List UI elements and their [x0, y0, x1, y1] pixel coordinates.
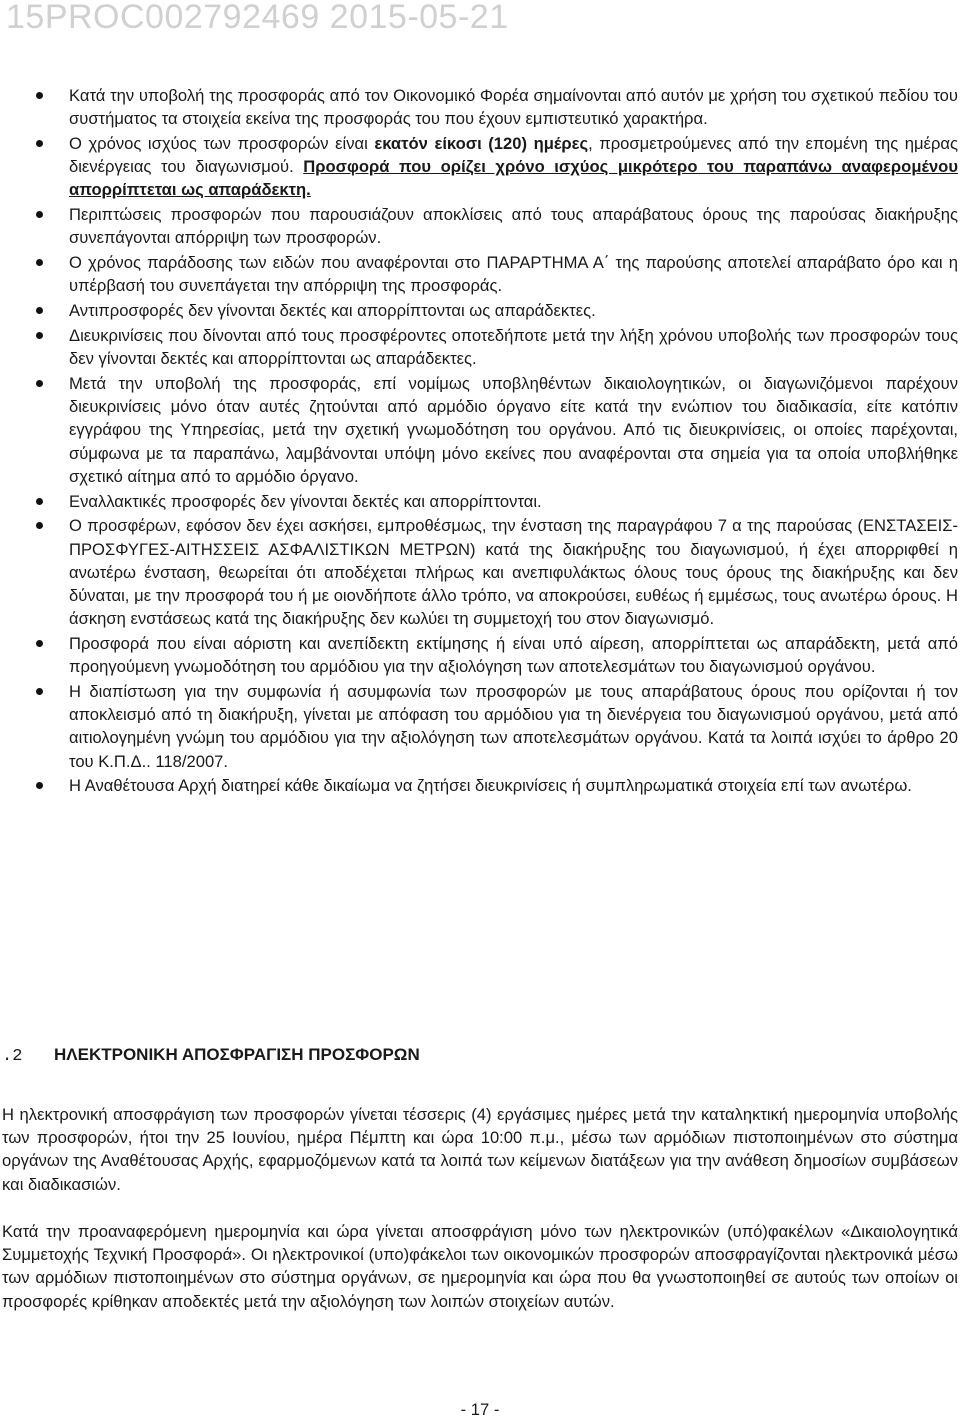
bullet-item [0, 372, 960, 488]
bullet-item [0, 324, 960, 370]
bullet-item [0, 299, 960, 322]
bullet-item [0, 84, 960, 130]
section-heading [0, 1045, 420, 1066]
bullet-text: Αντιπροσφορές δεν γίνονται δεκτές και απορρίπτονται ως απαράδεκτες. [69, 301, 596, 321]
bullet-item [0, 774, 960, 797]
bullet-text: Περιπτώσεις προσφορών που παρουσιάζουν αποκλίσεις από τους απαράβατους όρους της παρούσας διακήρυξης συνεπάγονται απόρριψη των προσφορών. [69, 205, 958, 248]
bold-text: εκατόν είκοσι (120) ημέρες [374, 134, 589, 153]
opening-paragraph-1: Η ηλεκτρονική αποσφράγιση των προσφορών γίνεται τέσσερις (4) εργάσιμες ημέρες μετά την καταληκτική ημερομηνία υποβολής των προσφορών, ήτοι την 25 Ιουνίου, ημέρα Πέμπτη και ώρα 10:00 π.μ., μέσω των αρμόδιων πιστοποιημένων στο σύστημα οργάνων της Αναθέτουσας Αρχής, εφαρμοζόμενων κατά τα λοιπά των κείμενων διατάξεων για την ανάθεση δημοσίων συμβάσεων και διαδικασιών. [2, 1105, 958, 1194]
bullet-text: Ο χρόνος παράδοσης των ειδών που αναφέρονται στο ΠΑΡΑΡΤΗΜΑ Α΄ της παρούσης αποτελεί απαράβατο όρο και η υπέρβασή του συνεπάγεται την απόρριψη της προσφοράς. [69, 253, 958, 296]
bullet-item [0, 203, 960, 249]
bullet-text: , προσμετρούμενες από την επομένη της ημέρας διενέργειας του διαγωνισμού. [69, 134, 958, 177]
bullet-text: Ο προσφέρων, εφόσον δεν έχει ασκήσει, εμπροθέσμως, την ένσταση της παραγράφου 7 α της παρούσας (ΕΝΣΤΑΣΕΙΣ-ΠΡΟΣΦΥΓΕΣ-ΑΙΤΗΣΣΕΙΣ ΑΣΦΑΛΙΣΤΙΚΩΝ ΜΕΤΡΩΝ) κατά της διακήρυξης του διαγωνισμού, ή έχει απορριφθεί η ανωτέρω ένσταση, θεωρείται ότι αποδέχεται πλήρως και ανεπιφυλάκτως όλους τους όρους της διακήρυξης και δεν δύναται, με την προσφορά του ή με οιονδήποτε άλλο τρόπο, να αποκρούσει, ευθέως ή εμμέσως, τους ανωτέρω όρους. Η άσκηση ενστάσεως κατά της διακήρυξης δεν κωλύει τη συμμετοχή του στον διαγωνισμό. [69, 516, 958, 629]
bullet-text: Ο χρόνος ισχύος των προσφορών είναι [69, 134, 375, 153]
bullet-text: Η διαπίστωση για την συμφωνία ή ασυμφωνία των προσφορών με τους απαράβατους όρους που ορίζονται ή τον αποκλεισμό από τη διακήρυξη, γίνεται με απόφαση του αρμόδιου για τη διενέργεια του διαγωνισμού οργάνου, μετά από αιτιολογημένη γνώμη του αρμόδιου για την αξιολόγηση των αποτελεσμάτων οργάνου. Κατά τα λοιπά ισχύει το άρθρο 20 του Κ.Π.Δ.. 118/2007. [69, 682, 958, 771]
bullet-item [0, 632, 960, 678]
bullet-item [0, 132, 960, 202]
bullet-item [0, 680, 960, 773]
bullet-text: Προσφορά που είναι αόριστη και ανεπίδεκτη εκτίμησης ή είναι υπό αίρεση, απορρίπτεται ως απαράδεκτη, μετά από προηγούμενη γνωμοδότηση του αρμόδιου για την αξιολόγηση των αποτελεσμάτων του διαγωνισμού οργάνου. [69, 634, 958, 677]
bullet-text: Μετά την υποβολή της προσφοράς, επί νομίμως υποβληθέντων δικαιολογητικών, οι διαγωνιζόμενοι παρέχουν διευκρινίσεις μόνο όταν αυτές ζητούνται από αρμόδιο όργανο είτε κατά την ενώπιον του διαδικασία, είτε κατόπιν εγγράφου της Υπηρεσίας, μετά την σχετική γνωμοδότηση του οργάνου. Από τις διευκρινίσεις, οι οποίες παρέχονται, σύμφωνα με τα παραπάνω, λαμβάνονται υπόψη μόνο εκείνες που αναφέρονται στα σημεία για τα οποία υποβλήθηκε σχετικό αίτημα από το αρμόδιο όργανο. [69, 374, 958, 486]
bullet-item [0, 490, 960, 513]
section-title: ΗΛΕΚΤΡΟΝΙΚΗ ΑΠΟΣΦΡΑΓΙΣΗ ΠΡΟΣΦΟΡΩΝ [54, 1045, 420, 1064]
bullet-text: Διευκρινίσεις που δίνονται από τους προσφέροντες οποτεδήποτε μετά την λήξη χρόνου υποβολής των προσφορών τους δεν γίνονται δεκτές και απορρίπτονται ως απαράδεκτες. [69, 326, 958, 369]
watermark-reference: 15PROC002792469 2015-05-21 [6, 0, 509, 36]
bullet-text: Η Αναθέτουσα Αρχή διατηρεί κάθε δικαίωμα να ζητήσει διευκρινίσεις ή συμπληρωματικά στοιχεία επί των ανωτέρω. [69, 776, 912, 796]
bullet-text: Κατά την υποβολή της προσφοράς από τον Οικονομικό Φορέα σημαίνονται από αυτόν με χρήση του σχετικού πεδίου του συστήματος τα στοιχεία εκείνα της προσφοράς του που έχουν εμπιστευτικό χαρακτήρα. [69, 86, 958, 129]
bullet-item [0, 251, 960, 297]
page-number: - 17 - [460, 1400, 500, 1419]
opening-paragraph-2: Κατά την προαναφερόμενη ημερομηνία και ώρα γίνεται αποσφράγιση μόνο των ηλεκτρονικών (υπό)φακέλων «Δικαιολογητικά Συμμετοχής Τεχνική Προσφορά». Οι ηλεκτρονικοί (υπο)φάκελοι των οικονομικών προσφορών αποσφραγίζονται ηλεκτρονικά μέσω των αρμόδιων πιστοποιημένων στο σύστημα οργάνων, σε ημερομηνία και ώρα που θα γνωστοποιηθεί σε αυτούς των οποίων οι προσφορές κρίθηκαν αποδεκτές μετά την αξιολόγηση των λοιπών στοιχείων αυτών. [2, 1222, 958, 1311]
emphasized-text: Προσφορά που ορίζει χρόνο ισχύος μικρότερο του παραπάνω αναφερομένου απορρίπτεται ως απαράδεκτη. [69, 157, 958, 200]
bullet-item [0, 514, 960, 630]
conditions-bullet-list [0, 84, 960, 799]
bullet-text: Εναλλακτικές προσφορές δεν γίνονται δεκτές και απορρίπτονται. [69, 491, 542, 511]
section-number: .2 [2, 1047, 23, 1066]
